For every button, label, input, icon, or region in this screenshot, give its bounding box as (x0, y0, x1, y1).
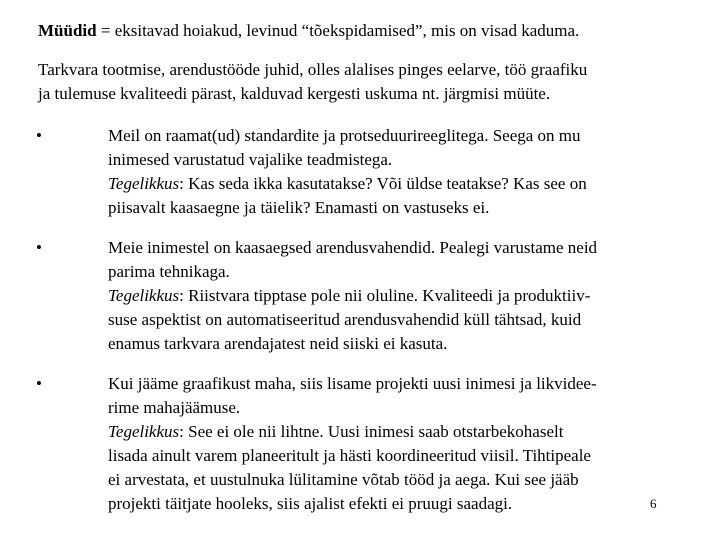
bullet-icon: • (36, 238, 42, 257)
claim-line: rime mahajäämuse. (108, 398, 241, 417)
reality-line (108, 420, 698, 444)
reality-text: : Riistvara tipptase pole nii oluline. Kvaliteedi ja produktiiv- (179, 286, 591, 305)
title-definition: eksitavad hoiakud, levinud “tõekspidamised”, mis on visad kaduma. (114, 21, 580, 40)
reality-label: Tegelikkus (108, 422, 180, 441)
reality-text: : Kas seda ikka kasutatakse? Või üldse teatakse? Kas see on (179, 174, 587, 193)
title-separator: = (96, 21, 115, 40)
claim-line: inimesed varustatud vajalike teadmistega. (108, 150, 393, 169)
title-term: Müüdid (38, 21, 97, 40)
page-number: 6 (650, 496, 657, 511)
reality-text: : See ei ole nii lihtne. Uusi inimesi saab otstarbekohaselt (179, 422, 564, 441)
reality-line (108, 172, 698, 196)
claim-line: Meie inimestel on kaasaegsed arendusvahendid. Pealegi varustame neid (108, 238, 598, 257)
claim-line: Kui jääme graafikust maha, siis lisame projekti uusi inimesi ja likvidee- (108, 374, 597, 393)
claim-line: parima tehnikaga. (108, 262, 230, 281)
reality-line: suse aspektist on automatiseeritud arendusvahendid küll tähtsad, kuid (108, 310, 582, 329)
reality-line: lisada ainult varem planeeritult ja hästi koordineeritud viisil. Tihtipeale (108, 446, 591, 465)
reality-line: ei arvestata, et uustulnuka lülitamine võtab tööd ja aega. Kui see jääb (108, 470, 579, 489)
claim-line: Meil on raamat(ud) standardite ja protseduurireeglitega. Seega on mu (108, 126, 581, 145)
reality-line: piisavalt kaasaegne ja täielik? Enamasti on vastuseks ei. (108, 198, 490, 217)
intro-line: ja tulemuse kvaliteedi pärast, kalduvad kergesti uskuma nt. järgmisi müüte. (38, 84, 551, 103)
title-line (38, 20, 579, 42)
myth-text (108, 124, 698, 220)
myth-text (108, 372, 698, 516)
myth-text (108, 236, 698, 356)
reality-line (108, 284, 698, 308)
reality-label: Tegelikkus (108, 174, 180, 193)
reality-label: Tegelikkus (108, 286, 180, 305)
intro-paragraph (38, 58, 688, 106)
reality-line: projekti täitjate hooleks, siis ajalist efekti ei pruugi saadagi. (108, 494, 513, 513)
reality-line: enamus tarkvara arendajatest neid siiski ei kasuta. (108, 334, 448, 353)
bullet-icon: • (36, 374, 42, 393)
bullet-icon: • (36, 126, 42, 145)
intro-line: Tarkvara tootmise, arendustööde juhid, olles alalises pinges eelarve, töö graafiku (38, 60, 588, 79)
